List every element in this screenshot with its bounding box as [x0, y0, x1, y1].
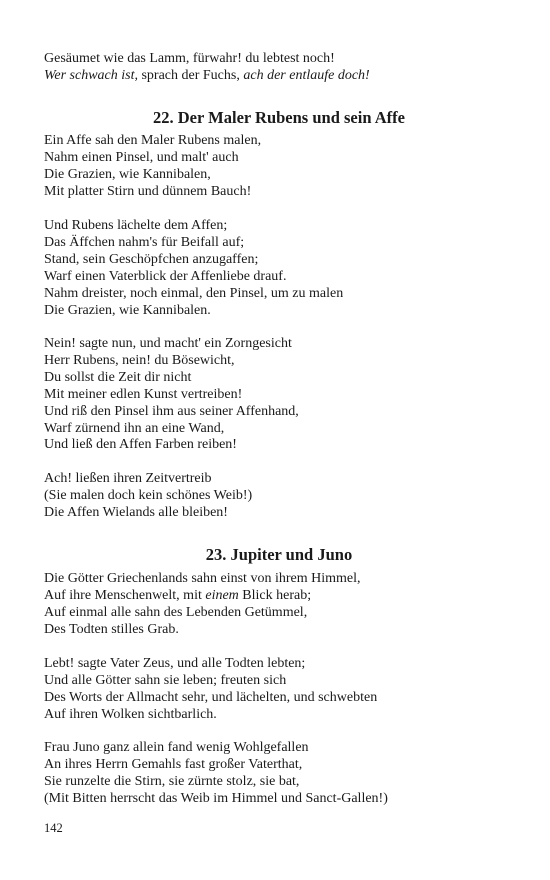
verse-text: Auf ihre Menschenwelt, mit — [44, 587, 206, 603]
verse-line: Die Grazien, wie Kannibalen. — [44, 302, 211, 318]
verse-line: Herr Rubens, nein! du Bösewicht, — [44, 352, 235, 368]
verse-line: Frau Juno ganz allein fand wenig Wohlgefallen — [44, 740, 309, 755]
verse-line: Warf zürnend ihn an eine Wand, — [44, 420, 225, 436]
verse-line: Ein Affe sah den Maler Rubens malen, — [44, 133, 262, 148]
verse-line: (Mit Bitten herrscht das Weib im Himmel und Sanct-Gallen!) — [44, 790, 388, 806]
verse-line: Des Todten stilles Grab. — [44, 621, 179, 637]
verse-line: Des Worts der Allmacht sehr, und lächelten, und schwebten — [44, 689, 378, 705]
verse-line: Die Affen Wielands alle bleiben! — [44, 504, 228, 520]
verse-line — [44, 588, 360, 605]
verse-line: Sie runzelte die Stirn, sie zürnte stolz, sie bat, — [44, 773, 300, 789]
fable-22-title: 22. Der Maler Rubens und sein Affe — [153, 108, 405, 127]
verse-line: Und riß den Pinsel ihm aus seiner Affenhand, — [44, 403, 299, 419]
fable-22-stanza-3 — [44, 336, 299, 454]
verse-line: Du sollst die Zeit dir nicht — [44, 369, 192, 385]
verse-line: An ihres Herrn Gemahls fast großer Vaterthat, — [44, 756, 303, 772]
verse-line: Die Götter Griechenlands sahn einst von ihrem Himmel, — [44, 571, 361, 586]
verse-line: Und ließ den Affen Farben reiben! — [44, 437, 237, 453]
verse-line: Warf einen Vaterblick der Affenliebe drauf. — [44, 268, 287, 284]
verse-line: Auf ihren Wolken sichtbarlich. — [44, 706, 217, 722]
fable-23-stanza-1 — [44, 571, 360, 639]
verse-line: Mit platter Stirn und dünnem Bauch! — [44, 183, 252, 199]
verse-line: Nein! sagte nun, und macht' ein Zorngesicht — [44, 336, 292, 351]
verse-line: Nahm einen Pinsel, und malt' auch — [44, 149, 239, 165]
italic-text: ach der entlaufe doch! — [243, 67, 370, 83]
verse-line: Und alle Götter sahn sie leben; freuten sich — [44, 672, 287, 688]
fable-22-stanza-1 — [44, 133, 261, 201]
previous-fable-ending — [44, 51, 370, 85]
verse-text: Blick herab; — [238, 587, 312, 603]
verse-line: Auf einmal alle sahn des Lebenden Getümmel, — [44, 604, 308, 620]
italic-text: einem — [205, 587, 239, 603]
verse-line: Nahm dreister, noch einmal, den Pinsel, um zu malen — [44, 285, 344, 301]
page-number: 142 — [44, 821, 63, 835]
fable-22-stanza-2 — [44, 218, 343, 319]
fable-23-title: 23. Jupiter und Juno — [205, 545, 353, 564]
verse-line: Und Rubens lächelte dem Affen; — [44, 218, 228, 233]
verse-line: Ach! ließen ihren Zeitvertreib — [44, 471, 212, 486]
verse-line — [44, 68, 370, 85]
fable-22-stanza-4 — [44, 471, 252, 522]
fable-23-stanza-3 — [44, 740, 388, 808]
verse-line: Stand, sein Geschöpfchen anzugaffen; — [44, 251, 259, 267]
italic-text: Wer schwach ist, — [44, 67, 138, 83]
verse-line: Die Grazien, wie Kannibalen, — [44, 166, 211, 182]
verse-text: sprach der Fuchs, — [137, 67, 244, 83]
verse-line: Das Äffchen nahm's für Beifall auf; — [44, 234, 245, 250]
fable-23-stanza-2 — [44, 656, 377, 724]
verse-line: Gesäumet wie das Lamm, fürwahr! du lebtest noch! — [44, 51, 335, 66]
verse-line: Mit meiner edlen Kunst vertreiben! — [44, 386, 243, 402]
verse-line: Lebt! sagte Vater Zeus, und alle Todten lebten; — [44, 656, 306, 671]
verse-line: (Sie malen doch kein schönes Weib!) — [44, 487, 253, 503]
